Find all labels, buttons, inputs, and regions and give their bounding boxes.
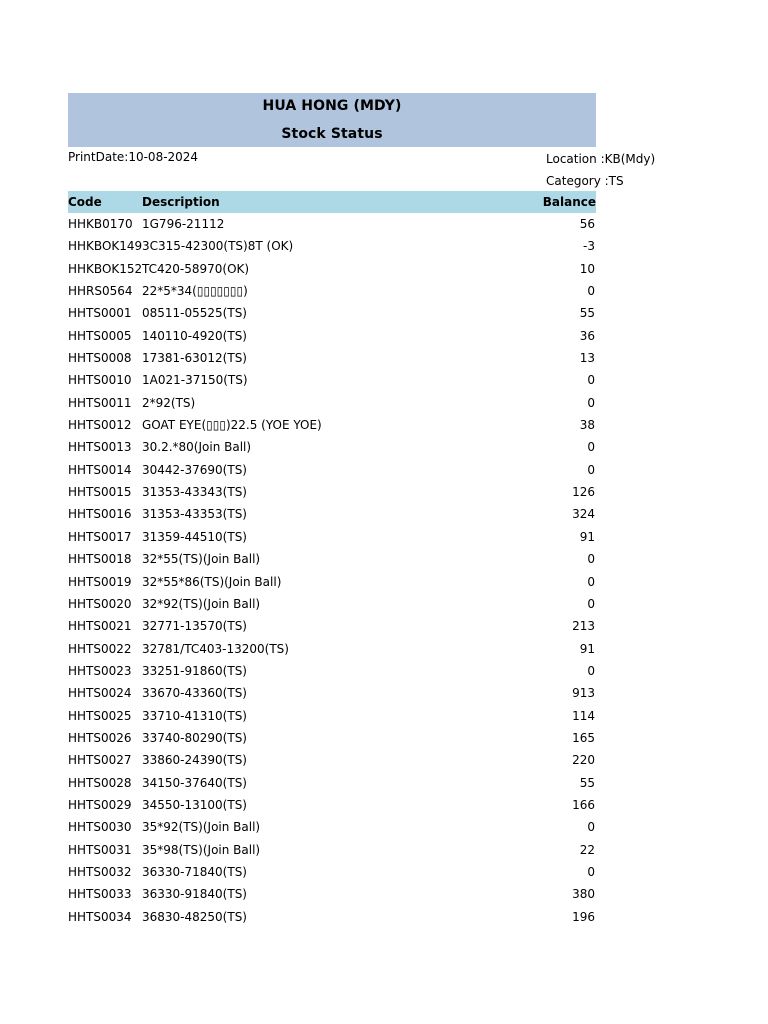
table-row [68, 660, 596, 682]
cell-balance: 324 [572, 507, 595, 522]
cell-code: HHKBOK152 [68, 261, 143, 276]
cell-code: HHTS0015 [68, 485, 132, 500]
cell-balance: 0 [587, 462, 595, 477]
cell-balance: 126 [572, 485, 595, 500]
table-row [68, 906, 596, 928]
cell-balance: 0 [587, 284, 595, 299]
cell-code: HHKB0170 [68, 217, 133, 231]
cell-description: 35*92(TS)(Join Ball) [142, 820, 261, 835]
column-header-description: Description [142, 195, 220, 209]
table-row [68, 861, 596, 883]
cell-code: HHTS0018 [68, 552, 132, 567]
cell-balance: 165 [572, 730, 595, 745]
cell-description: 32781/TC403-13200(TS) [142, 641, 289, 656]
table-row [68, 772, 596, 794]
cell-balance: 913 [572, 686, 595, 701]
table-row [68, 593, 596, 615]
cell-balance: 0 [587, 596, 595, 611]
table-row [68, 682, 596, 704]
cell-balance: 38 [579, 418, 595, 433]
cell-description: 34150-37640(TS) [142, 775, 247, 790]
cell-code: HHTS0023 [68, 663, 132, 678]
cell-balance: 22 [579, 842, 595, 857]
cell-balance: 196 [572, 909, 595, 924]
cell-balance: -3 [583, 239, 595, 254]
table-row [68, 414, 596, 436]
table-row [68, 794, 596, 816]
cell-balance: 213 [572, 619, 595, 634]
cell-balance: 56 [579, 217, 595, 231]
report-title: Stock Status [281, 126, 383, 142]
report-title-block [68, 93, 596, 147]
table-row [68, 258, 596, 280]
column-header-balance: Balance [542, 195, 596, 209]
cell-description: 34550-13100(TS) [142, 797, 247, 812]
cell-code: HHRS0564 [68, 284, 133, 299]
cell-description: 3C315-42300(TS)8T (OK) [142, 239, 294, 254]
table-row [68, 459, 596, 481]
cell-balance: 0 [587, 440, 595, 455]
table-row [68, 548, 596, 570]
cell-description: 140110-4920(TS) [142, 328, 247, 343]
table-row [68, 213, 596, 235]
cell-description: 22*5*34(▯▯▯▯▯▯▯) [142, 284, 248, 299]
table-row [68, 816, 596, 838]
cell-code: HHTS0011 [68, 395, 132, 410]
cell-balance: 10 [579, 261, 595, 276]
cell-description: 32*55(TS)(Join Ball) [142, 552, 261, 567]
cell-balance: 55 [579, 306, 595, 321]
cell-code: HHTS0022 [68, 641, 132, 656]
cell-description: TC420-58970(OK) [142, 261, 250, 276]
cell-code: HHTS0017 [68, 529, 132, 544]
table-row [68, 347, 596, 369]
table-row [68, 302, 596, 324]
cell-description: 1G796-21112 [142, 217, 225, 231]
cell-description: 36830-48250(TS) [142, 909, 247, 924]
cell-code: HHTS0030 [68, 820, 132, 835]
cell-balance: 0 [587, 373, 595, 388]
table-row [68, 481, 596, 503]
cell-code: HHTS0013 [68, 440, 132, 455]
cell-balance: 55 [579, 775, 595, 790]
cell-balance: 0 [587, 552, 595, 567]
cell-description: 33860-24390(TS) [142, 753, 247, 768]
cell-balance: 220 [572, 753, 595, 768]
cell-description: 31359-44510(TS) [142, 529, 247, 544]
cell-description: 32*55*86(TS)(Join Ball) [142, 574, 282, 589]
cell-code: HHTS0021 [68, 619, 132, 634]
cell-description: GOAT EYE(▯▯▯)22.5 (YOE YOE) [142, 418, 322, 433]
cell-balance: 91 [579, 641, 595, 656]
cell-description: 2*92(TS) [142, 395, 196, 410]
table-body [68, 213, 596, 928]
cell-description: 17381-63012(TS) [142, 351, 247, 366]
cell-code: HHTS0016 [68, 507, 132, 522]
cell-description: 32*92(TS)(Join Ball) [142, 596, 261, 611]
table-header [68, 191, 596, 213]
cell-description: 33670-43360(TS) [142, 686, 247, 701]
table-row [68, 235, 596, 257]
cell-balance: 0 [587, 574, 595, 589]
cell-code: HHTS0027 [68, 753, 132, 768]
cell-description: 1A021-37150(TS) [142, 373, 248, 388]
table-row [68, 705, 596, 727]
cell-code: HHTS0001 [68, 306, 132, 321]
cell-description: 33740-80290(TS) [142, 730, 247, 745]
cell-code: HHTS0020 [68, 596, 132, 611]
table-row [68, 280, 596, 302]
cell-balance: 380 [572, 887, 595, 902]
cell-code: HHTS0025 [68, 708, 132, 723]
table-row [68, 638, 596, 660]
cell-balance: 0 [587, 395, 595, 410]
table-row [68, 526, 596, 548]
cell-code: HHTS0028 [68, 775, 132, 790]
cell-code: HHTS0024 [68, 686, 132, 701]
cell-code: HHTS0014 [68, 462, 132, 477]
table-row [68, 369, 596, 391]
table-row [68, 571, 596, 593]
table-row [68, 325, 596, 347]
cell-balance: 13 [579, 351, 595, 366]
cell-description: 32771-13570(TS) [142, 619, 247, 634]
table-row [68, 615, 596, 637]
cell-code: HHTS0031 [68, 842, 132, 857]
location-label: Location :KB(Mdy) [546, 152, 656, 166]
cell-description: 31353-43353(TS) [142, 507, 247, 522]
cell-code: HHTS0019 [68, 574, 132, 589]
cell-code: HHKBOK149 [68, 239, 143, 254]
cell-code: HHTS0029 [68, 797, 132, 812]
cell-balance: 91 [579, 529, 595, 544]
cell-description: 31353-43343(TS) [142, 485, 247, 500]
cell-code: HHTS0010 [68, 373, 132, 388]
cell-balance: 0 [587, 864, 595, 879]
cell-code: HHTS0012 [68, 418, 132, 433]
table-row [68, 749, 596, 771]
cell-code: HHTS0026 [68, 730, 132, 745]
cell-code: HHTS0005 [68, 328, 132, 343]
cell-code: HHTS0033 [68, 887, 132, 902]
cell-description: 30.2.*80(Join Ball) [142, 440, 252, 455]
company-name: HUA HONG (MDY) [262, 98, 402, 114]
cell-code: HHTS0034 [68, 909, 132, 924]
table-row [68, 727, 596, 749]
table-row [68, 436, 596, 458]
cell-balance: 166 [572, 797, 595, 812]
cell-description: 35*98(TS)(Join Ball) [142, 842, 261, 857]
column-header-code: Code [68, 195, 102, 209]
cell-description: 36330-71840(TS) [142, 864, 247, 879]
table-row [68, 839, 596, 861]
report-meta [68, 147, 656, 191]
cell-description: 36330-91840(TS) [142, 887, 247, 902]
cell-balance: 0 [587, 663, 595, 678]
cell-description: 30442-37690(TS) [142, 462, 247, 477]
cell-description: 33251-91860(TS) [142, 663, 247, 678]
cell-description: 08511-05525(TS) [142, 306, 247, 321]
cell-balance: 36 [579, 328, 595, 343]
category-label: Category :TS [546, 174, 624, 188]
table-row [68, 883, 596, 905]
cell-code: HHTS0008 [68, 351, 132, 366]
stock-status-report [68, 93, 656, 928]
cell-balance: 0 [587, 820, 595, 835]
print-date: PrintDate:10-08-2024 [68, 150, 199, 164]
cell-balance: 114 [572, 708, 595, 723]
cell-description: 33710-41310(TS) [142, 708, 247, 723]
cell-code: HHTS0032 [68, 864, 132, 879]
table-row [68, 392, 596, 414]
table-row [68, 503, 596, 525]
